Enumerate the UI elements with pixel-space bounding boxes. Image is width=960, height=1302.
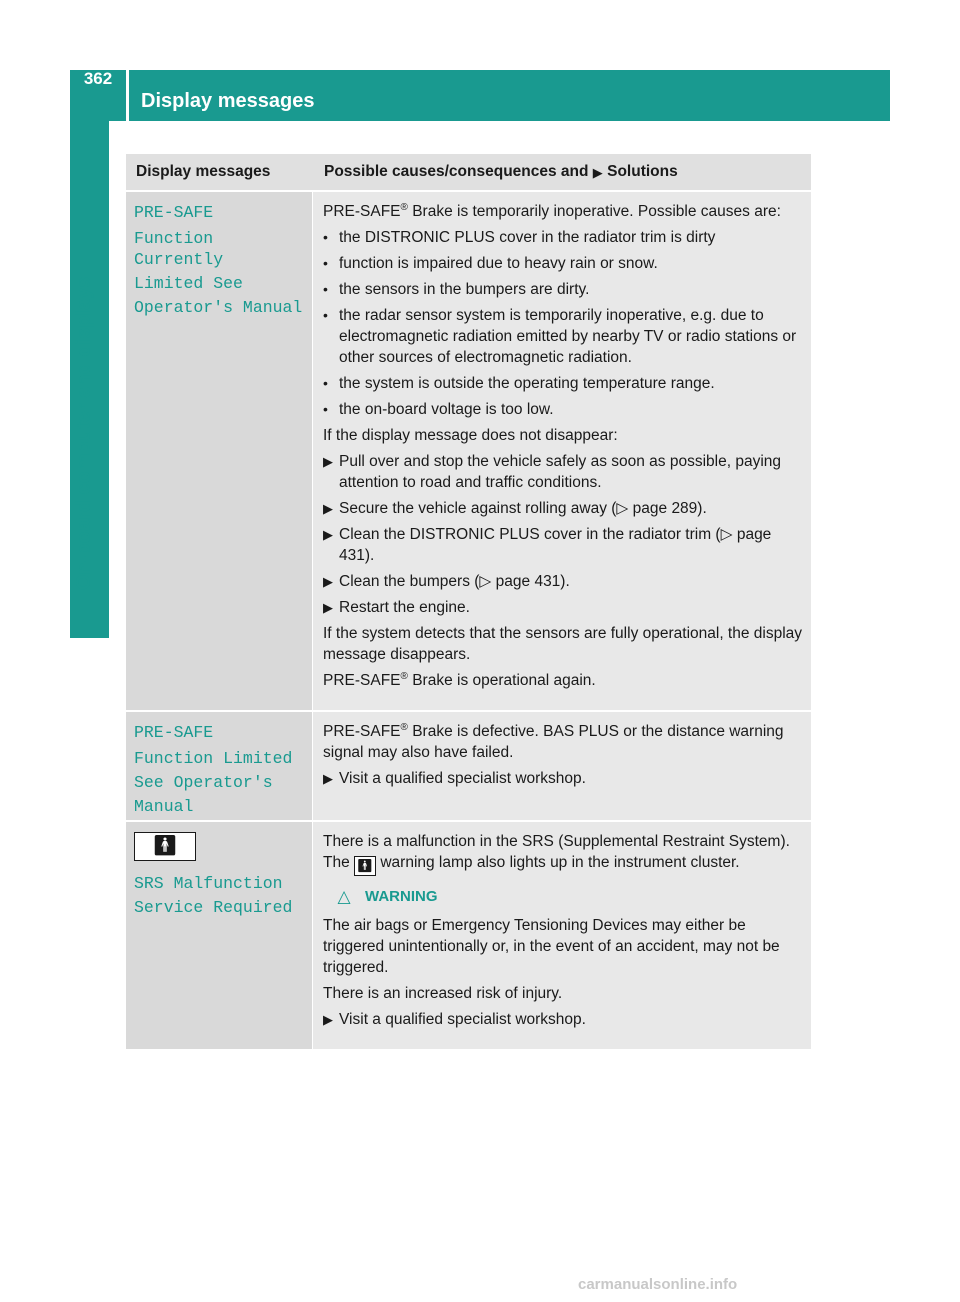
col-header-display-messages: Display messages [136,163,271,180]
display-messages-table [126,154,811,1049]
cause-bullet: • the radar sensor system is temporarily inoperative, e.g. due to electromagnetic radiation emitted by nearby TV or radio stations or other sources of electromagnetic radiation. [323,307,797,366]
watermark: carmanualsonline.info [578,1276,738,1293]
action-step: ▶ Pull over and stop the vehicle safely as soon as possible, paying attention to road and traffic conditions. [323,453,782,491]
display-message-line: Service Required [134,898,293,917]
airbag-warning-icon: 🚹︎ [134,832,196,861]
cause-bullet: • the sensors in the bumpers are dirty. [323,281,590,298]
warning-triangle-icon: △ [337,887,351,906]
registered-mark: ® [400,721,408,733]
intro-text: PRE-SAFE® Brake is defective. BAS PLUS or the distance warning signal may also have failed. [323,721,784,761]
table-row [126,710,811,820]
action-step: ▶ Secure the vehicle against rolling away (▷ page 289). [323,500,707,517]
solutions-cell [313,712,811,820]
display-message-line: PRE-SAFE [134,203,214,222]
display-message-cell [126,192,313,710]
action-arrow-icon: ▶ [323,527,333,542]
airbag-warning-icon: 🚹︎ [354,856,376,876]
action-arrow-icon: ▶ [323,1012,333,1027]
cause-bullet: • function is impaired due to heavy rain or snow. [323,255,658,272]
action-arrow-icon: ▶ [323,771,333,786]
solutions-cell [313,192,811,710]
action-arrow-icon: ▶ [592,164,603,180]
page-title: Display messages [141,90,315,112]
final-text: PRE-SAFE® Brake is operational again. [323,670,596,689]
intro-text: PRE-SAFE® Brake is temporarily inoperative. Possible causes are: [323,201,781,220]
page-number: 362 [83,69,113,88]
risk-text: There is an increased risk of injury. [323,985,563,1002]
display-message-cell [126,712,313,820]
table-row [126,820,811,1049]
display-message-line: SRS Malfunction [134,874,283,893]
action-arrow-icon: ▶ [323,454,333,469]
registered-mark: ® [400,201,408,213]
action-arrow-icon: ▶ [323,501,333,516]
cause-bullet: • the system is outside the operating temperature range. [323,375,715,392]
action-arrow-icon: ▶ [323,574,333,589]
display-message-line: Function Limited [134,749,293,768]
cause-bullet: • the DISTRONIC PLUS cover in the radiator trim is dirty [323,229,716,246]
registered-mark: ® [400,670,408,682]
action-arrow-icon: ▶ [323,600,333,615]
action-step: ▶ Clean the bumpers (▷ page 431). [323,573,570,590]
display-message-cell [126,822,313,1049]
malfunction-text: There is a malfunction in the SRS (Supplemental Restraint System). The 🚹︎ warning lamp also lights up in the instrument cluster. [323,831,805,876]
action-step: ▶ Visit a qualified specialist workshop. [323,770,586,787]
display-message-line: Function Currently [134,229,224,269]
action-step: ▶ Restart the engine. [323,599,470,616]
warning-heading: △ WARNING [323,886,805,907]
action-step: ▶ Visit a qualified specialist workshop. [323,1011,586,1028]
header-divider [126,70,129,121]
chapter-label: On-board computer and displays [73,276,95,590]
table-row [126,190,811,710]
display-message-line: Limited See [134,274,243,293]
solutions-cell [313,822,811,1049]
display-message-line: Manual [134,797,194,816]
condition-text: If the display message does not disappear: [323,427,618,444]
display-message-line: PRE-SAFE [134,723,214,742]
warning-text: The air bags or Emergency Tensioning Devices may either be triggered unintentionally or, in the event of an accident, may not be triggered. [323,917,780,976]
display-message-line: See Operator's [134,773,273,792]
table-header [126,154,811,190]
display-message-line: Operator's Manual [134,298,303,317]
cause-bullet: • the on-board voltage is too low. [323,401,554,418]
action-step: ▶ Clean the DISTRONIC PLUS cover in the radiator trim (▷ page 431). [323,526,772,564]
result-text: If the system detects that the sensors are fully operational, the display message disappears. [323,625,803,663]
col-header-causes-solutions: Possible causes/consequences and ▶ Solutions [314,154,811,190]
